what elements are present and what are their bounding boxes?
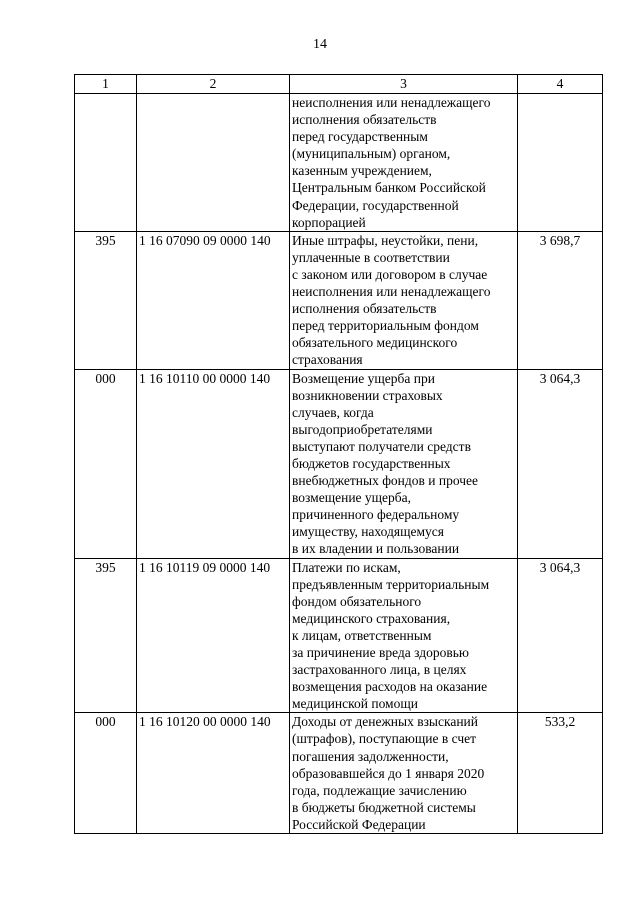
revenue-name-line: уплаченные в соответствии: [292, 249, 450, 265]
column-header-name: 3: [290, 75, 518, 94]
cell-admin-code: 000: [75, 713, 137, 834]
revenue-name-line: медицинской помощи: [292, 696, 418, 712]
cell-budget-code: 1 16 10119 09 0000 140: [137, 558, 290, 713]
cell-amount: 3 064,3: [518, 369, 603, 558]
page-number: 14: [313, 37, 327, 52]
revenue-name-line: в бюджеты бюджетной системы: [292, 799, 476, 815]
revenue-name-line: корпорацией: [292, 214, 366, 230]
revenue-name-line: Иные штрафы, неустойки, пени,: [292, 232, 479, 248]
revenue-name-line: Доходы от денежных взысканий: [292, 714, 478, 730]
revenue-name-line: обязательного медицинского: [292, 335, 458, 351]
revenue-name-line: Платежи по искам,: [292, 559, 401, 575]
revenue-name-line: выгодоприобретателями: [292, 421, 433, 437]
cell-budget-code: 1 16 07090 09 0000 140: [137, 231, 290, 369]
table-row: [75, 558, 603, 713]
revenue-table: [74, 74, 603, 834]
revenue-name-line: выступают получатели средств: [292, 438, 471, 454]
cell-revenue-name: [290, 94, 518, 232]
revenue-name-line: перед территориальным фондом: [292, 318, 479, 334]
cell-amount: 3 698,7: [518, 231, 603, 369]
revenue-name-line: исполнения обязательств: [292, 112, 437, 128]
revenue-name-line: к лицам, ответственным: [292, 627, 432, 643]
cell-revenue-name: [290, 369, 518, 558]
cell-revenue-name: [290, 231, 518, 369]
revenue-name-line: года, подлежащие зачислению: [292, 782, 467, 798]
cell-budget-code: 1 16 10110 00 0000 140: [137, 369, 290, 558]
cell-amount: 3 064,3: [518, 558, 603, 713]
table-row: [75, 713, 603, 834]
column-header-amount: 4: [518, 75, 603, 94]
revenue-name-line: страхования: [292, 352, 363, 368]
revenue-name-line: застрахованного лица, в целях: [292, 662, 467, 678]
revenue-name-line: Возмещение ущерба при: [292, 370, 435, 386]
column-header-code: 2: [137, 75, 290, 94]
revenue-name-line: с законом или договором в случае: [292, 266, 488, 282]
cell-admin-code: 000: [75, 369, 137, 558]
revenue-name-line: фондом обязательного: [292, 593, 422, 609]
revenue-name-line: исполнения обязательств: [292, 301, 437, 317]
cell-amount: [518, 94, 603, 232]
revenue-name-line: (муниципальным) органом,: [292, 146, 451, 162]
table-row: [75, 369, 603, 558]
revenue-name-line: казенным учреждением,: [292, 163, 432, 179]
cell-admin-code: [75, 94, 137, 232]
revenue-name-line: внебюджетных фондов и прочее: [292, 473, 479, 489]
cell-budget-code: [137, 94, 290, 232]
revenue-name-line: имуществу, находящемуся: [292, 524, 444, 540]
cell-budget-code: 1 16 10120 00 0000 140: [137, 713, 290, 834]
revenue-name-line: погашения задолженности,: [292, 748, 449, 764]
revenue-name-line: возмещение ущерба,: [292, 490, 412, 506]
cell-revenue-name: [290, 713, 518, 834]
revenue-name-line: возникновении страховых: [292, 387, 443, 403]
revenue-name-line: возмещения расходов на оказание: [292, 679, 488, 695]
table-body: [75, 94, 603, 834]
cell-admin-code: 395: [75, 558, 137, 713]
revenue-name-line: за причинение вреда здоровью: [292, 645, 469, 660]
revenue-name-line: Центральным банком Российской: [292, 180, 486, 196]
revenue-name-line: медицинского страхования,: [292, 610, 451, 626]
revenue-name-line: неисполнения или ненадлежащего: [292, 95, 491, 110]
revenue-name-line: образовавшейся до 1 января 2020: [292, 765, 485, 781]
cell-admin-code: 395: [75, 231, 137, 369]
cell-revenue-name: [290, 558, 518, 713]
revenue-name-line: бюджетов государственных: [292, 455, 451, 471]
revenue-name-line: Федерации, государственной: [292, 197, 459, 213]
revenue-name-line: Российской Федерации: [292, 816, 426, 832]
revenue-name-line: случаев, когда: [292, 404, 374, 420]
table-header-row: [75, 75, 603, 94]
revenue-name-line: неисполнения или ненадлежащего: [292, 284, 491, 300]
table-row: [75, 94, 603, 232]
revenue-name-line: предъявленным территориальным: [292, 576, 490, 592]
revenue-name-line: (штрафов), поступающие в счет: [292, 731, 477, 747]
cell-amount: 533,2: [518, 713, 603, 834]
revenue-name-line: перед государственным: [292, 129, 428, 145]
table-row: [75, 231, 603, 369]
column-header-admin: 1: [75, 75, 137, 94]
revenue-name-line: в их владении и пользовании: [292, 541, 460, 557]
revenue-name-line: причиненного федеральному: [292, 507, 460, 523]
